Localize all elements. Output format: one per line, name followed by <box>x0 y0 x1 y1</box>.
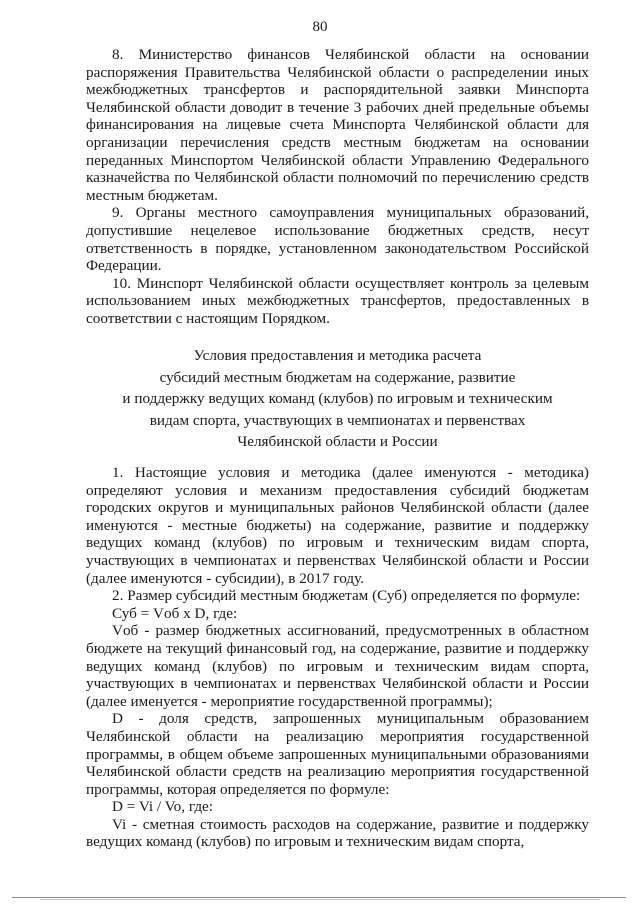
formula-sub: Суб = Vоб x D, где: <box>112 604 238 622</box>
paragraph-1: 1. Настоящие условия и методика (далее именуются - методика) определяют условия и механизм предоставления субсидий бюджетам городских округов и муниципальных районов Челябинской области (далее именуются - местные бюджеты) на содержание, развитие и поддержку ведущих команд (клубов) по игровым и техническим видам спорта, участвующих в чемпионатах и первенствах Челябинской области и России (далее именуются - субсидии), в 2017 году. <box>86 464 589 587</box>
heading-line: Условия предоставления и методика расчета <box>193 347 482 364</box>
paragraph-10: 10. Минспорт Челябинской области осуществляет контроль за целевым использованием иных межбюджетных трансфертов, предоставленных в соответствии с настоящим Порядком. <box>86 274 589 327</box>
scan-edge-line <box>12 897 626 898</box>
section-heading <box>86 345 589 453</box>
formula-d: D = Vi / Vo, где: <box>112 798 214 816</box>
definition-vob: Vоб - размер бюджетных ассигнований, предусмотренных в областном бюджете на текущий финансовый год, на содержание, развитие и поддержку ведущих команд (клубов) по игровым и техническим видам спорта, участвующих в чемпионатах и первенствах Челябинской области и России (далее именуется - мероприятие государственной программы); <box>86 622 589 710</box>
page-number: 80 <box>312 19 328 35</box>
scan-edge-line <box>40 899 600 900</box>
paragraph-9: 9. Органы местного самоуправления муниципальных образований, допустившие нецелевое использование бюджетных средств, несут ответственность в порядке, установленном законодательством Российской Федерации. <box>86 204 589 275</box>
paragraph-8: 8. Министерство финансов Челябинской области на основании распоряжения Правительства Челябинской области о распределении иных межбюджетных трансфертов и распорядительной заявки Минспорта Челябинской области доводит в течение 3 рабочих дней предельные объемы финансирования на лицевые счета Минспорта Челябинской области для организации перечисления средств местным бюджетам на основании переданных Минспортом Челябинской области Управлению Федерального казначейства по Челябинской области полномочий по перечислению средств местным бюджетам. <box>86 46 589 204</box>
definition-d: D - доля средств, запрошенных муниципальным образованием Челябинской области на реализацию мероприятия государственной программы, в общем объеме запрошенных муниципальными образованиями Челябинской области средств на реализацию мероприятия государственной программы, которая определяется по формуле: <box>86 710 589 798</box>
definition-vi: Vi - сметная стоимость расходов на содержание, развитие и поддержку ведущих команд (клубов) по игровым и техническим видам спорта, <box>86 815 589 851</box>
section-top <box>86 46 589 328</box>
heading-line: и поддержку ведущих команд (клубов) по игровым и техническим <box>122 390 553 407</box>
heading-line: субсидий местным бюджетам на содержание, развитие <box>159 368 516 386</box>
heading-line: видам спорта, участвующих в чемпионатах и первенствах <box>149 411 526 429</box>
paragraph-2: 2. Размер субсидий местным бюджетам (Суб) определяется по формуле: <box>112 587 581 605</box>
section-methodology <box>86 464 589 851</box>
heading-line: Челябинской области и России <box>237 433 438 450</box>
